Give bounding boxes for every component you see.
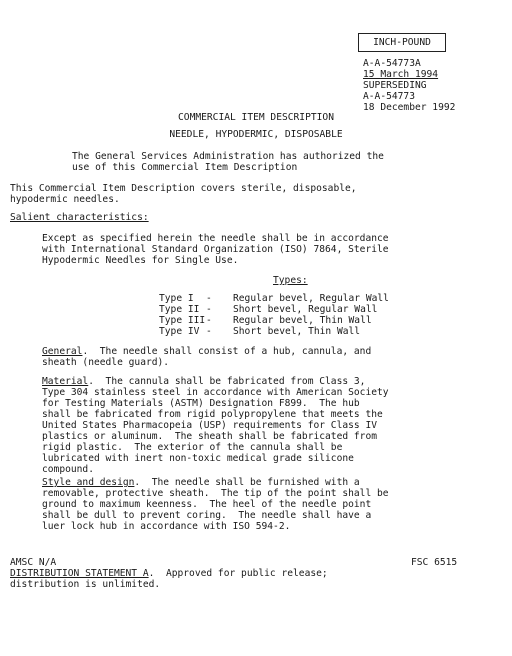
- scope-paragraph: [10, 183, 357, 205]
- material-paragraph: [42, 376, 389, 475]
- scope-line: hypodermic needles.: [10, 194, 120, 205]
- material-line: rigid plastic. The exterior of the cannula shall be: [42, 442, 343, 453]
- salient-heading: Salient characteristics:: [10, 212, 149, 223]
- authorization-line: The General Services Administration has authorized the: [72, 151, 384, 162]
- style-first-line: . The needle shall be furnished with a: [134, 477, 360, 488]
- distribution-label: DISTRIBUTION STATEMENT A: [10, 568, 149, 579]
- style-line: removable, protective sheath. The tip of the point shall be: [42, 488, 389, 499]
- general-paragraph: [42, 346, 371, 368]
- type-description: Regular bevel, Thin Wall: [233, 315, 372, 326]
- type-dash: -: [206, 315, 212, 326]
- material-first-line: . The cannula shall be fabricated from Class 3,: [88, 376, 366, 387]
- type-dash: -: [206, 304, 212, 315]
- general-label: General: [42, 346, 83, 357]
- type-dash: -: [206, 293, 212, 304]
- types-heading: Types:: [273, 275, 308, 286]
- document-header: [363, 58, 455, 113]
- type-description: Short bevel, Regular Wall: [233, 304, 378, 315]
- superseded-date: 18 December 1992: [363, 102, 456, 113]
- material-line: for Testing Materials (ASTM) Designation F899. The hub: [42, 398, 360, 409]
- document-title: COMMERCIAL ITEM DESCRIPTION: [178, 112, 334, 123]
- inch-pound-badge: INCH-POUND: [358, 33, 446, 52]
- material-label: Material: [42, 376, 89, 387]
- distribution-text: . Approved for public release;: [148, 568, 328, 579]
- authorization-line: use of this Commercial Item Description: [72, 162, 298, 173]
- iso-paragraph: [42, 233, 389, 266]
- type-row: [159, 304, 389, 315]
- iso-line: Hypodermic Needles for Single Use.: [42, 255, 239, 266]
- type-row: [159, 326, 389, 337]
- type-name: Type III: [159, 315, 206, 326]
- distribution-statement: [10, 568, 328, 590]
- style-label: Style and design: [42, 477, 135, 488]
- authorization-paragraph: [72, 151, 384, 173]
- style-line: ground to maximum keenness. The heel of the needle point: [42, 499, 372, 510]
- distribution-line: distribution is unlimited.: [10, 579, 161, 590]
- style-paragraph: [42, 477, 389, 532]
- amsc-note: AMSC N/A: [10, 557, 57, 568]
- types-list: [159, 293, 389, 337]
- superseded-number: A-A-54773: [363, 91, 415, 102]
- type-name: Type II: [159, 304, 200, 315]
- material-line: compound.: [42, 464, 94, 475]
- type-name: Type IV: [159, 326, 200, 337]
- style-line: luer lock hub in accordance with ISO 594-2.: [42, 521, 291, 532]
- material-line: plastics or aluminum. The sheath shall be fabricated from: [42, 431, 378, 442]
- type-dash: -: [206, 326, 212, 337]
- type-name: Type I: [159, 293, 194, 304]
- superseding-label: SUPERSEDING: [363, 80, 427, 91]
- document-number: A-A-54773A: [363, 58, 421, 69]
- material-line: Type 304 stainless steel in accordance with American Society: [42, 387, 389, 398]
- type-description: Regular bevel, Regular Wall: [233, 293, 389, 304]
- general-line: sheath (needle guard).: [42, 357, 170, 368]
- scope-line: This Commercial Item Description covers sterile, disposable,: [10, 183, 357, 194]
- type-row: [159, 293, 389, 304]
- style-line: shall be dull to prevent coring. The needle shall have a: [42, 510, 372, 521]
- document-subtitle: NEEDLE, HYPODERMIC, DISPOSABLE: [169, 129, 343, 140]
- fsc-code: FSC 6515: [411, 557, 458, 568]
- type-description: Short bevel, Thin Wall: [233, 326, 361, 337]
- iso-line: Except as specified herein the needle shall be in accordance: [42, 233, 389, 244]
- material-line: United States Pharmacopeia (USP) requirements for Class IV: [42, 420, 378, 431]
- document-date: 15 March 1994: [363, 69, 439, 80]
- type-row: [159, 315, 389, 326]
- material-line: lubricated with inert non-toxic medical grade silicone: [42, 453, 354, 464]
- material-line: shall be fabricated from rigid polypropylene that meets the: [42, 409, 383, 420]
- general-first-line: . The needle shall consist of a hub, cannula, and: [82, 346, 372, 357]
- iso-line: with International Standard Organization (ISO) 7864, Sterile: [42, 244, 389, 255]
